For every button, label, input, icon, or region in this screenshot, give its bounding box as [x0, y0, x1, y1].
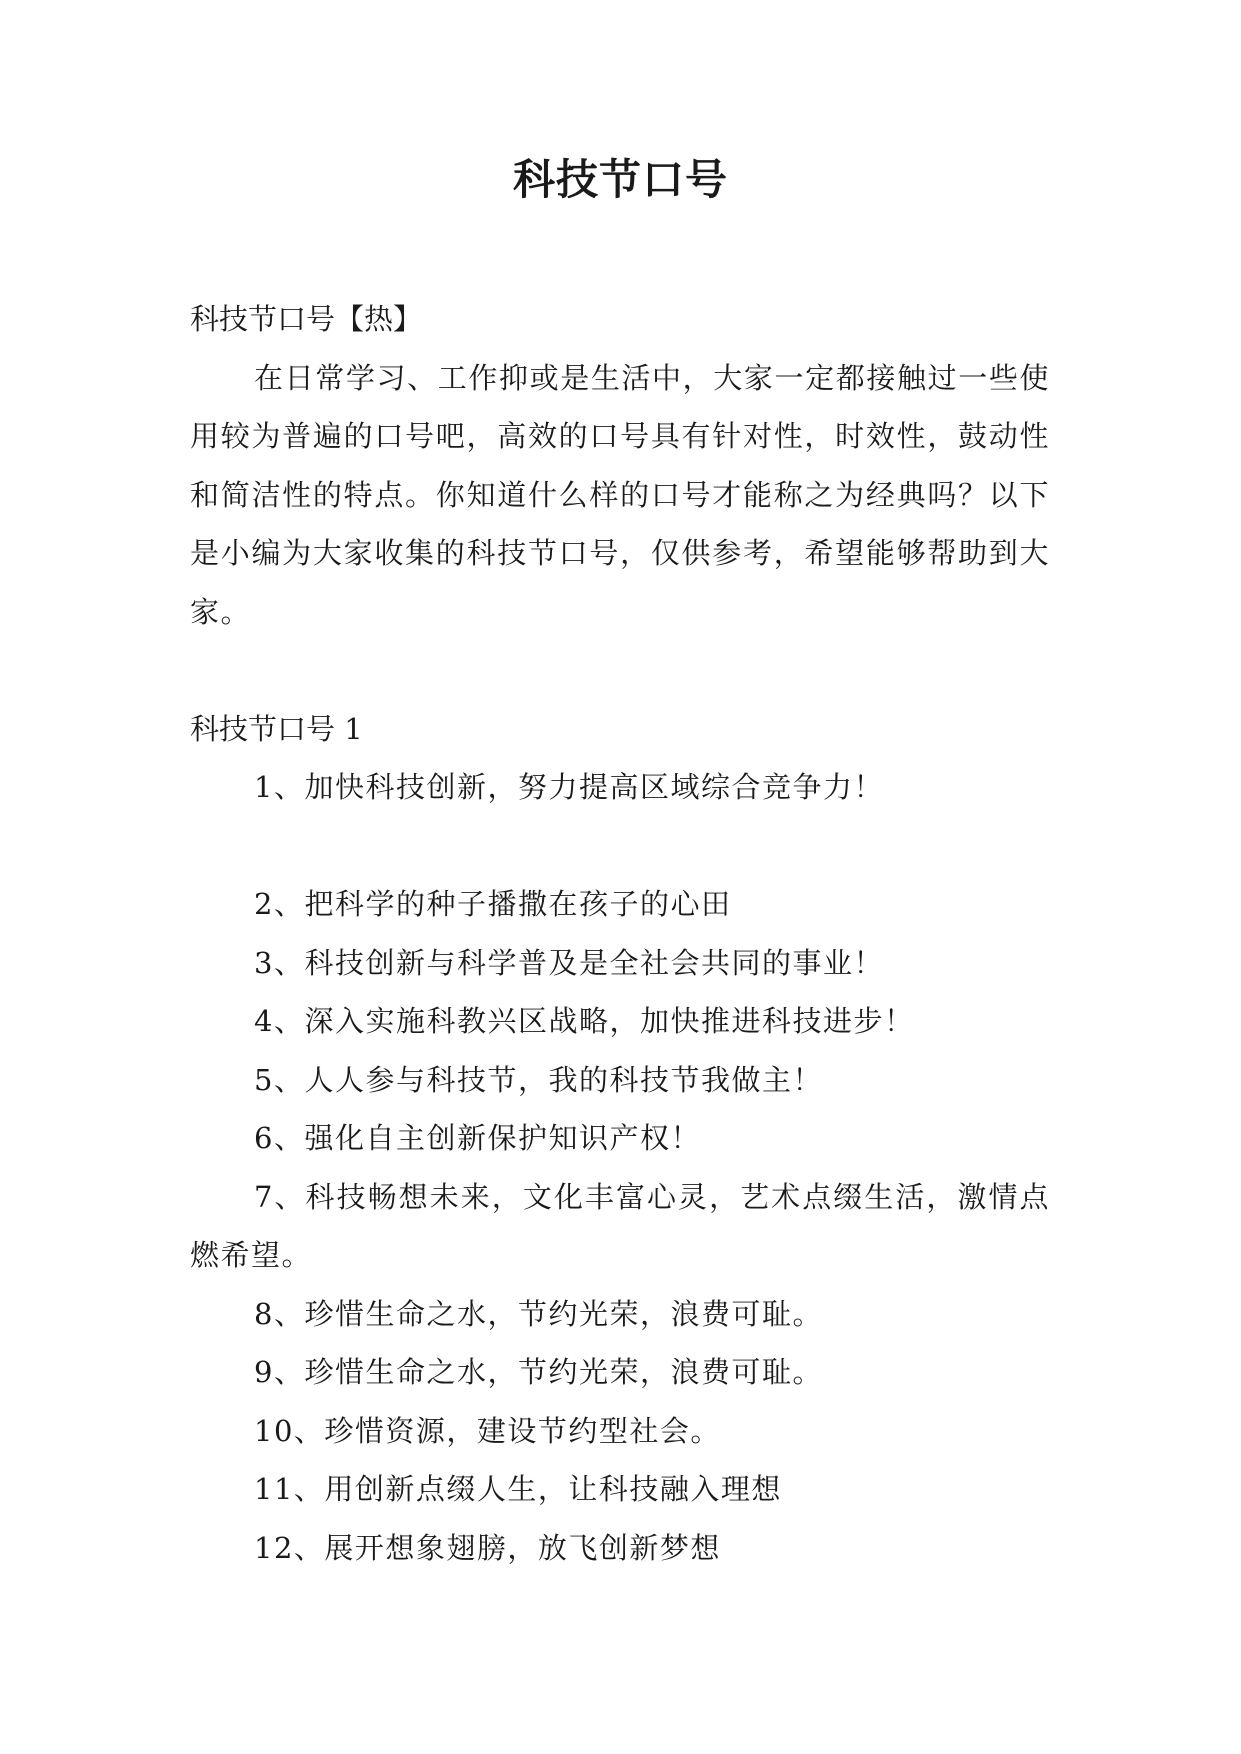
list-item: 2、把科学的种子播撒在孩子的心田 — [254, 887, 732, 921]
list-item: 8、珍惜生命之水，节约光荣，浪费可耻。 — [254, 1296, 823, 1331]
spacer — [190, 641, 1050, 700]
list-item: 4、深入实施科教兴区战略，加快推进科技进步！ — [254, 1004, 915, 1038]
subtitle: 科技节口号【热】 — [190, 302, 423, 336]
list-item: 9、珍惜生命之水，节约光荣，浪费可耻。 — [254, 1355, 823, 1389]
intro-paragraph: 在日常学习、工作抑或是生活中，大家一定都接触过一些使用较为普遍的口号吧，高效的口号具有针对性，时效性，鼓动性和简洁性的特点。你知道什么样的口号才能称之为经典吗？以下是小编为大家收集的科技节口号，仅供参考，希望能够帮助到大家。 — [190, 360, 1050, 629]
list-item: 12、展开想象翅膀，放飞创新梦想 — [254, 1530, 721, 1565]
section-heading: 科技节口号 1 — [190, 711, 363, 746]
list-item: 6、强化自主创新保护知识产权！ — [254, 1121, 701, 1155]
list-item: 5、人人参与科技节，我的科技节我做主！ — [254, 1062, 823, 1097]
list-item: 11、用创新点缀人生，让科技融入理想 — [254, 1472, 782, 1506]
list-item: 10、珍惜资源，建设节约型社会。 — [254, 1413, 721, 1448]
list-item: 1、加快科技创新，努力提高区域综合竞争力！ — [254, 770, 884, 804]
spacer — [190, 817, 1050, 876]
document-body — [190, 290, 1050, 1577]
list-item: 7、科技畅想未来，文化丰富心灵，艺术点缀生活，激情点燃希望。 — [190, 1179, 1050, 1272]
list-item: 3、科技创新与科学普及是全社会共同的事业！ — [254, 945, 884, 980]
page-title: 科技节口号 — [512, 155, 728, 204]
